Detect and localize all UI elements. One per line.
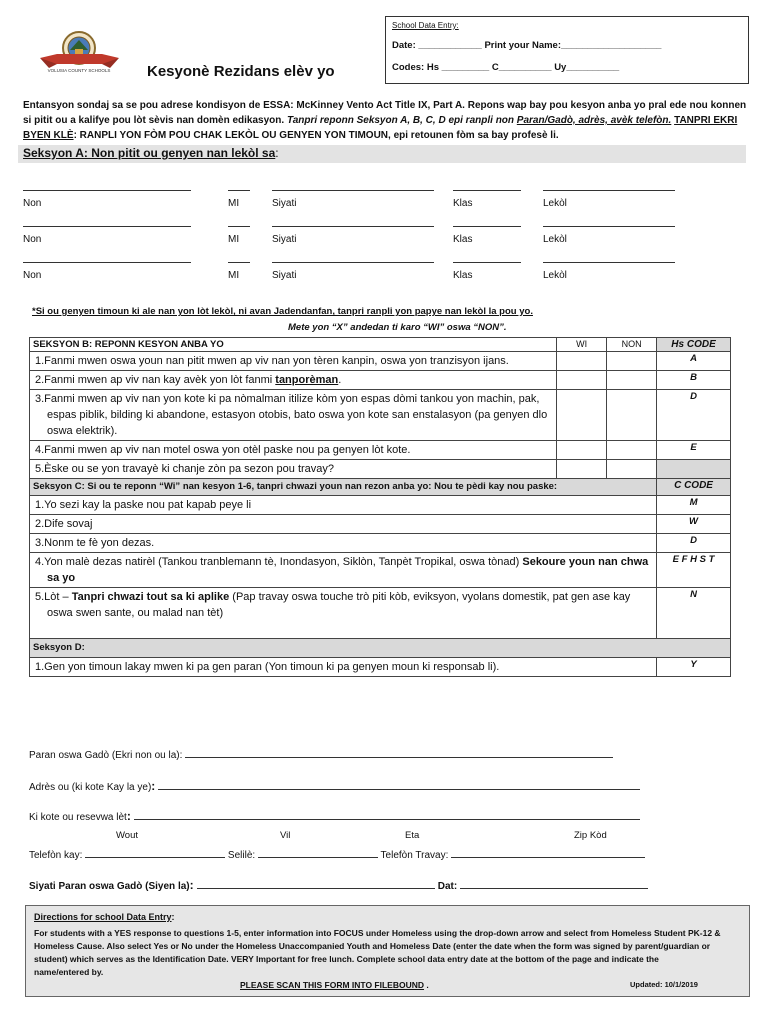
school-data-entry-box xyxy=(385,16,749,84)
section-a-label: Klas xyxy=(453,234,473,245)
question-c1[interactable]: 1.Yo sezi kay la paske nou pat kapab peye li xyxy=(30,496,657,515)
checkbox-non[interactable] xyxy=(607,390,657,441)
address-field[interactable]: Adrès ou (ki kote Kay la ye): xyxy=(29,779,640,793)
section-a-input-line[interactable] xyxy=(272,190,434,191)
checkbox-non[interactable] xyxy=(607,460,657,479)
checkbox-wi[interactable] xyxy=(557,371,607,390)
section-c-heading: Seksyon C: Si ou te reponn “Wi” nan kesyon 1-6, tanpri chwazi youn nan rezon anba yo: Nou te pèdi kay nou paske: xyxy=(30,479,657,496)
table-row xyxy=(30,553,731,588)
section-a-label: Non xyxy=(23,270,42,281)
logo-ribbon-text: VOLUSIA COUNTY SCHOOLS xyxy=(47,68,111,73)
signature-field[interactable]: Siyati Paran oswa Gadò (Siyen la): Dat: xyxy=(29,878,648,892)
code-cell: N xyxy=(657,588,731,639)
guardian-name-field[interactable]: Paran oswa Gadò (Ekri non ou la): xyxy=(29,748,613,761)
section-a-input-line[interactable] xyxy=(23,190,191,191)
question-c5[interactable]: 5.Lòt – Tanpri chwazi tout sa ki aplike (Pap travay oswa touche trò piti kòb, eviksyon, vyolans domestik, pat gen ase kay oswa swen sante, ou malad nan tèt) xyxy=(30,588,657,639)
directions-line-2: Homeless Cause. Also select Yes or No under the Homeless Unaccompanied Youth and Homeless Date (enter the date when the form was signed by parent/guardian or xyxy=(34,941,711,951)
section-a-label: Klas xyxy=(453,270,473,281)
checkbox-non[interactable] xyxy=(607,441,657,460)
section-a-input-line[interactable] xyxy=(543,190,675,191)
table-row xyxy=(30,390,731,441)
code-cell: E xyxy=(657,441,731,460)
updated-date: Updated: 10/1/2019 xyxy=(630,980,698,989)
table-row xyxy=(30,371,731,390)
section-a-input-line[interactable] xyxy=(543,262,675,263)
question-b1: 1.Fanmi mwen oswa youn nan pitit mwen ap viv nan yon tèren kanpin, oswa yon tranzisyon ijans. xyxy=(30,352,557,371)
intro-paragraph: Entansyon sondaj sa se pou adrese kondisyon de ESSA: McKinney Vento Act Title IX, Part A. Repons wap bay pou kesyon anba yo pral ede nou konnen si pitit ou a kalifye pou lòt sèvis nan domèn edikasyon. Tanpri reponn Seksyon A, B, C, D epi ranpli non Paran/Gadò, adrès, avèk telefòn. TANPRI EKRI BYEN KLÈ: RANPLI YON FÒM POU CHAK LEKÒL OU GENYEN YON TIMOUN, epi retounen fòm sa bay profesè li. xyxy=(23,100,747,141)
section-a-label: MI xyxy=(228,234,240,245)
directions-title: Directions for school Data Entry: xyxy=(34,912,175,922)
section-a-input-line[interactable] xyxy=(272,262,434,263)
question-c3[interactable]: 3.Nonm te fè yon dezas. xyxy=(30,534,657,553)
section-a-input-line[interactable] xyxy=(453,262,521,263)
sub-label-state: Eta xyxy=(405,830,420,841)
section-a-label: Klas xyxy=(453,198,473,209)
col-hs-code: Hs CODE xyxy=(657,338,731,352)
code-cell: M xyxy=(657,496,731,515)
table-row xyxy=(30,658,731,677)
section-d-heading: Seksyon D: xyxy=(30,639,731,658)
checkbox-non[interactable] xyxy=(607,352,657,371)
section-a-label: Non xyxy=(23,234,42,245)
phone-fields[interactable]: Telefòn kay: Selilè: Telefòn Travay: xyxy=(29,848,645,861)
checkbox-wi[interactable] xyxy=(557,352,607,371)
table-row xyxy=(30,639,731,658)
table-row xyxy=(30,588,731,639)
section-b-heading: SEKSYON B: REPONN KESYON ANBA YO xyxy=(30,338,557,352)
sub-label-city: Vil xyxy=(280,830,291,841)
section-a-label: Lekòl xyxy=(543,270,567,281)
questions-table xyxy=(29,337,731,677)
section-a-input-line[interactable] xyxy=(453,190,521,191)
code-cell: D xyxy=(657,534,731,553)
table-row xyxy=(30,496,731,515)
section-a-input-line[interactable] xyxy=(453,226,521,227)
directions-line-4: name/entered by. xyxy=(34,967,104,977)
scan-instruction: PLEASE SCAN THIS FORM INTO FILEBOUND . xyxy=(240,980,429,990)
checkbox-non[interactable] xyxy=(607,371,657,390)
section-a-label: Lekòl xyxy=(543,198,567,209)
code-cell: Y xyxy=(657,658,731,677)
section-a-input-line[interactable] xyxy=(272,226,434,227)
table-row xyxy=(30,460,731,479)
page-title: Kesyonè Rezidans elèv yo xyxy=(147,63,335,80)
question-b5: 5.Èske ou se yon travayè ki chanje zòn pa sezon pou travay? xyxy=(30,460,557,479)
sub-label-zip: Zip Kòd xyxy=(574,830,607,841)
question-b4: 4.Fanmi mwen ap viv nan motel oswa yon otèl paske nou pa genyen lòt kote. xyxy=(30,441,557,460)
section-a-label: Lekòl xyxy=(543,234,567,245)
question-d1[interactable]: 1.Gen yon timoun lakay mwen ki pa gen paran (Yon timoun ki pa genyen moun ki responsab li). xyxy=(30,658,657,677)
code-cell: E F H S T xyxy=(657,553,731,588)
section-a-input-line[interactable] xyxy=(543,226,675,227)
codes-field[interactable]: Codes: Hs _________ C__________ Uy__________ xyxy=(392,62,620,73)
table-row xyxy=(30,534,731,553)
section-a-title: Seksyon A: Non pitit ou genyen nan lekòl sa: xyxy=(23,146,279,160)
table-row xyxy=(30,352,731,371)
table-row xyxy=(30,515,731,534)
section-a-input-line[interactable] xyxy=(23,262,191,263)
sub-label-street: Wout xyxy=(116,830,139,841)
section-a-label: MI xyxy=(228,198,240,209)
section-a-input-line[interactable] xyxy=(228,226,250,227)
table-row xyxy=(30,479,731,496)
section-a-label: Siyati xyxy=(272,234,297,245)
section-a-input-line[interactable] xyxy=(228,190,250,191)
date-field[interactable]: Date: ____________ Print your Name:___________________ xyxy=(392,40,662,51)
question-c4[interactable]: 4.Yon malè dezas natirèl (Tankou tranblemann tè, Inondasyon, Siklòn, Tanpèt Tropikal, oswa tònad) Sekoure youn nan chwa sa yo xyxy=(30,553,657,588)
section-a-label: Siyati xyxy=(272,270,297,281)
col-c-code: C CODE xyxy=(657,479,731,496)
question-b2: 2.Fanmi mwen ap viv nan kay avèk yon lòt fanmi tanporèman. xyxy=(30,371,557,390)
note-mark-x: Mete yon “X” andedan ti karo “WI” oswa “NON”. xyxy=(288,322,507,333)
table-row xyxy=(30,441,731,460)
mailing-address-field[interactable]: Ki kote ou resevwa lèt: xyxy=(29,809,640,823)
table-row xyxy=(30,338,731,352)
school-data-heading: School Data Entry: xyxy=(392,21,459,30)
code-cell: A xyxy=(657,352,731,371)
code-cell xyxy=(657,460,731,479)
section-a-label: Non xyxy=(23,198,42,209)
checkbox-wi[interactable] xyxy=(557,390,607,441)
section-a-input-line[interactable] xyxy=(228,262,250,263)
section-a-label: MI xyxy=(228,270,240,281)
col-wi: WI xyxy=(557,338,607,352)
question-b3: 3.Fanmi mwen ap viv nan yon kote ki pa nòmalman itilize kòm yon espas dòmi tankou yon machin, pak, espas piblik, bilding ki abandone, estasyon otobis, bato oswa yon kote san enstalasyon (pa genyen dlo oswa elektrik). xyxy=(30,390,557,441)
section-a-label: Siyati xyxy=(272,198,297,209)
directions-line-1: For students with a YES response to questions 1-5, enter information into FOCUS under Homeless using the drop-down arrow and select from Homeless Student PK-12 & xyxy=(34,928,721,938)
checkbox-wi[interactable] xyxy=(557,460,607,479)
directions-box xyxy=(25,905,750,997)
note-other-school: *Si ou genyen timoun ki ale nan yon lòt lekòl, ni avan Jadendanfan, tanpri ranpli yon papye nan lekòl la pou yo. xyxy=(32,306,533,317)
code-cell: W xyxy=(657,515,731,534)
district-logo xyxy=(37,30,122,78)
section-a-input-line[interactable] xyxy=(23,226,191,227)
directions-line-3: student) which serves as the Identification Date. VERY Important for free lunch. Complete school data entry date at the bottom of the page and indicate the xyxy=(34,954,659,964)
checkbox-wi[interactable] xyxy=(557,441,607,460)
code-cell: D xyxy=(657,390,731,441)
code-cell: B xyxy=(657,371,731,390)
col-non: NON xyxy=(607,338,657,352)
question-c2[interactable]: 2.Dife sovaj xyxy=(30,515,657,534)
